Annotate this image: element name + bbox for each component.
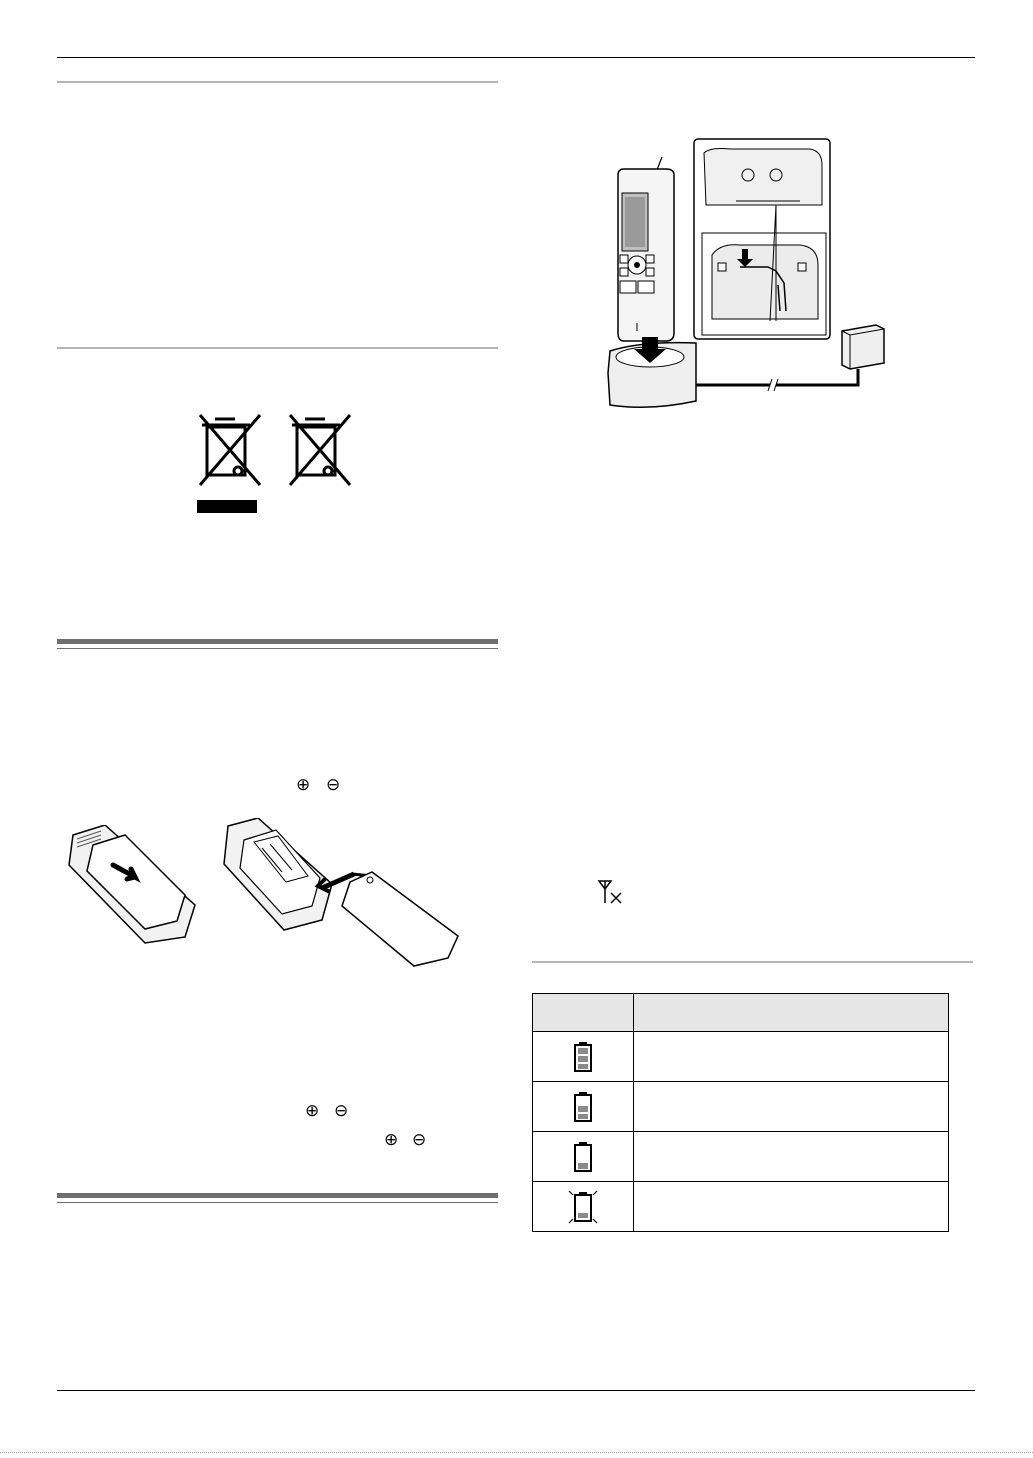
footer-rule	[57, 1390, 975, 1391]
status-cell	[634, 1082, 949, 1132]
weee-bin-figure	[190, 405, 365, 515]
icon-cell	[533, 1182, 634, 1232]
status-cell	[634, 1132, 949, 1182]
battery-medium-icon	[573, 1091, 593, 1123]
crossed-wheelie-bin-icon	[200, 415, 260, 485]
charger-connection-figure	[600, 135, 900, 415]
status-column-header	[634, 994, 949, 1032]
section-divider	[532, 961, 973, 963]
icon-cell	[533, 1032, 634, 1082]
adaptor-plug	[842, 325, 884, 369]
minus-symbol: ⊖	[334, 1101, 349, 1121]
battery-full-icon	[573, 1041, 593, 1073]
battery-empty-flashing-icon	[565, 1187, 601, 1227]
icon-cell	[533, 1082, 634, 1132]
table-row	[533, 1032, 949, 1082]
section-divider	[57, 81, 498, 83]
icon-cell	[533, 1132, 634, 1182]
crossed-wheelie-bin-icon	[290, 415, 350, 485]
battery-low-icon	[573, 1141, 593, 1173]
page-edge	[0, 1452, 1033, 1453]
table-row	[533, 1082, 949, 1132]
section-divider	[57, 347, 498, 349]
status-cell	[634, 1182, 949, 1232]
header-rule	[57, 57, 975, 58]
chapter-divider-thin	[57, 1202, 498, 1203]
icon-column-header	[533, 994, 634, 1032]
battery-level-table	[532, 993, 949, 1232]
chapter-divider	[57, 1193, 498, 1198]
wall-mount-base	[694, 139, 830, 339]
solid-bar-mark	[197, 500, 257, 513]
table-row	[533, 1132, 949, 1182]
minus-symbol: ⊖	[412, 1130, 427, 1150]
table-header-row	[533, 994, 949, 1032]
plus-symbol: ⊕	[296, 775, 311, 795]
plus-symbol: ⊕	[305, 1101, 320, 1121]
status-cell	[634, 1032, 949, 1082]
chapter-divider	[57, 639, 498, 644]
plus-symbol: ⊕	[384, 1130, 399, 1150]
handset-on-charger	[618, 157, 674, 341]
minus-symbol: ⊖	[326, 775, 341, 795]
cover-removal-figure	[65, 825, 200, 945]
antenna-no-signal-icon	[597, 879, 623, 907]
table-row	[533, 1182, 949, 1232]
battery-insert-figure	[222, 818, 462, 968]
chapter-divider-thin	[57, 648, 498, 649]
